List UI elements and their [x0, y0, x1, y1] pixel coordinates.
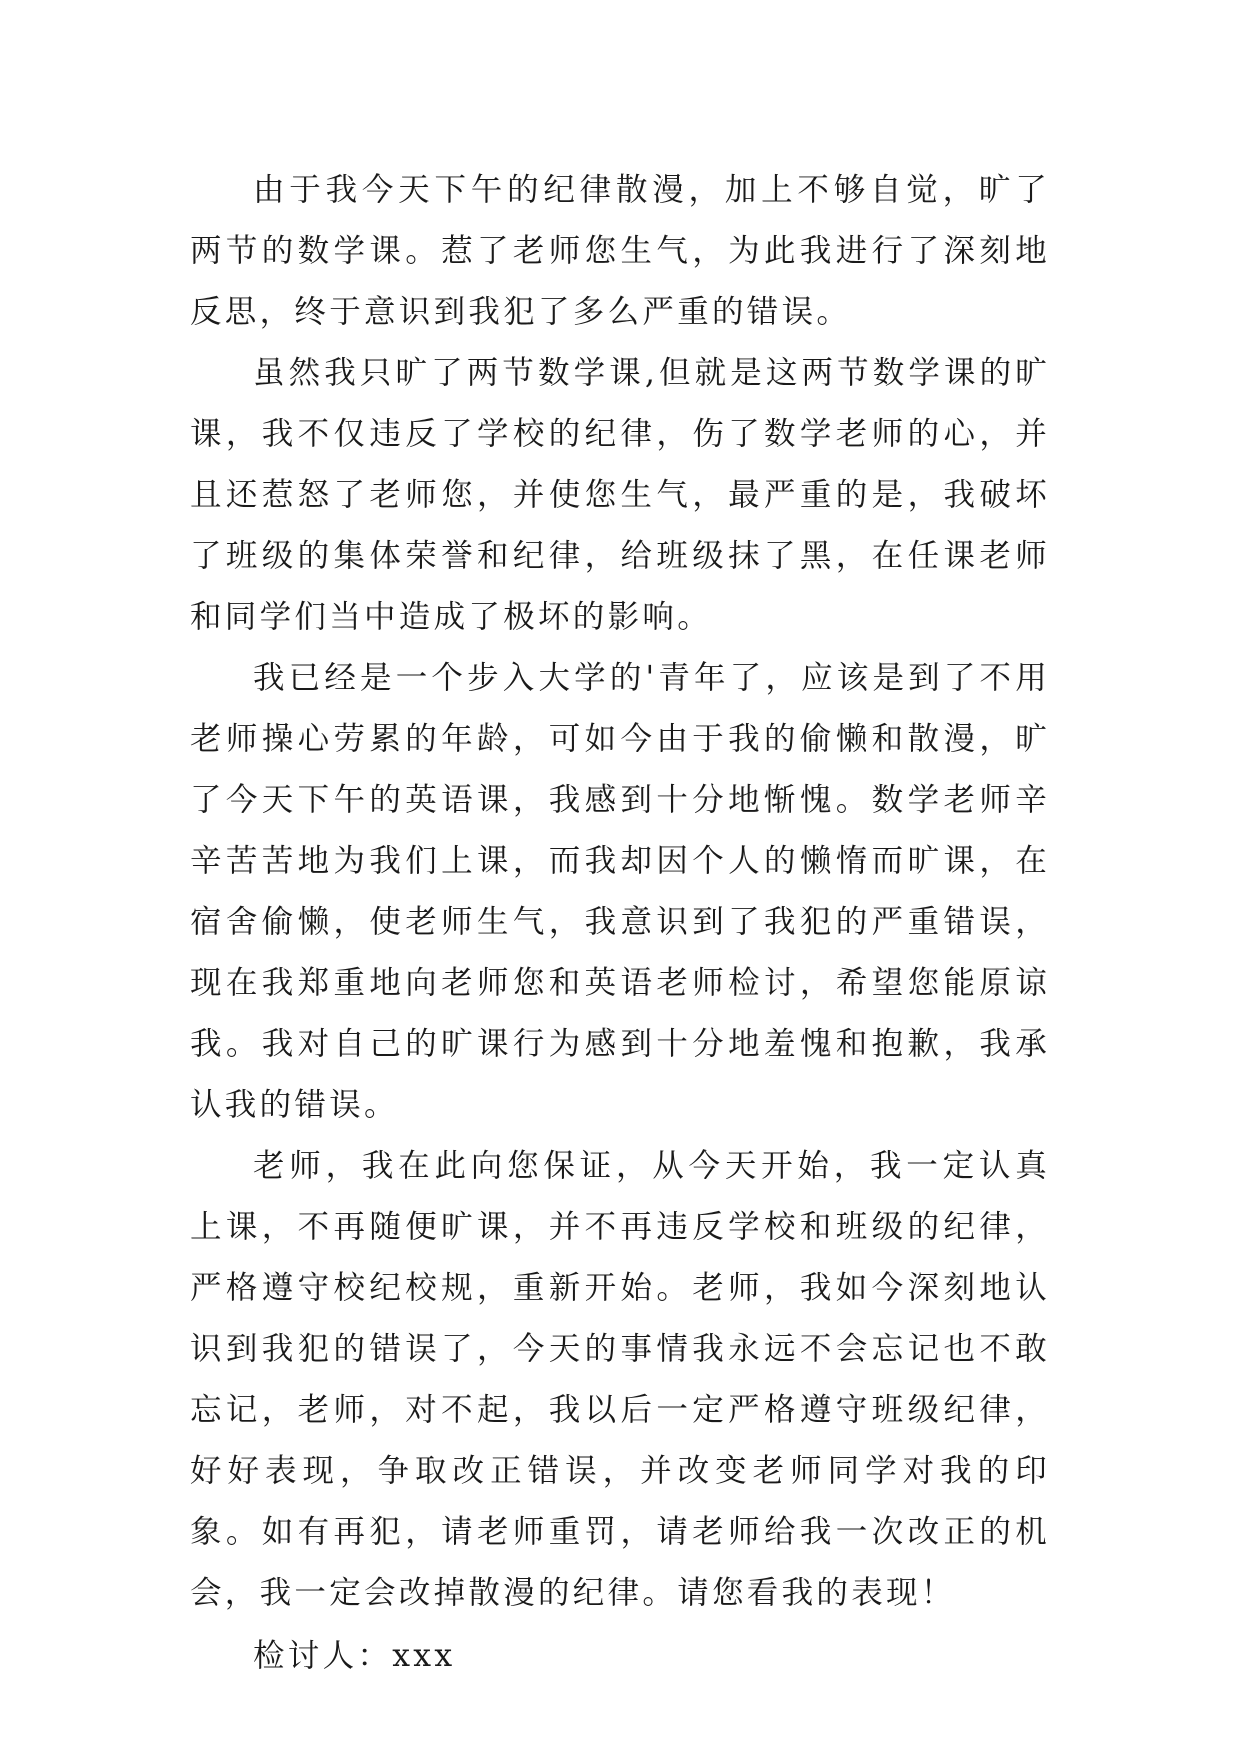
signature-line: 检讨人：xxx — [253, 1638, 456, 1674]
paragraph-1: 由于我今天下午的纪律散漫，加上不够自觉，旷了两节的数学课。惹了老师您生气，为此我进行了深刻地反思，终于意识到我犯了多么严重的错误。 — [190, 172, 1050, 330]
paragraph-2: 虽然我只旷了两节数学课,但就是这两节数学课的旷课，我不仅违反了学校的纪律，伤了数学老师的心，并且还惹怒了老师您，并使您生气，最严重的是，我破坏了班级的集体荣誉和纪律，给班级抹了黑，在任课老师和同学们当中造成了极坏的影响。 — [190, 355, 1050, 635]
paragraph-4: 老师，我在此向您保证，从今天开始，我一定认真上课，不再随便旷课，并不再违反学校和班级的纪律，严格遵守校纪校规，重新开始。老师，我如今深刻地认识到我犯的错误了，今天的事情我永远不会忘记也不敢忘记，老师，对不起，我以后一定严格遵守班级纪律，好好表现，争取改正错误，并改变老师同学对我的印象。如有再犯，请老师重罚，请老师给我一次改正的机会，我一定会改掉散漫的纪律。请您看我的表现！ — [190, 1148, 1050, 1611]
paragraph-3: 我已经是一个步入大学的'青年了，应该是到了不用老师操心劳累的年龄，可如今由于我的偷懒和散漫，旷了今天下午的英语课，我感到十分地惭愧。数学老师辛辛苦苦地为我们上课，而我却因个人的懒惰而旷课，在宿舍偷懒，使老师生气，我意识到了我犯的严重错误，现在我郑重地向老师您和英语老师检讨，希望您能原谅我。我对自己的旷课行为感到十分地羞愧和抱歉，我承认我的错误。 — [190, 660, 1050, 1123]
document-body — [190, 160, 1050, 1687]
